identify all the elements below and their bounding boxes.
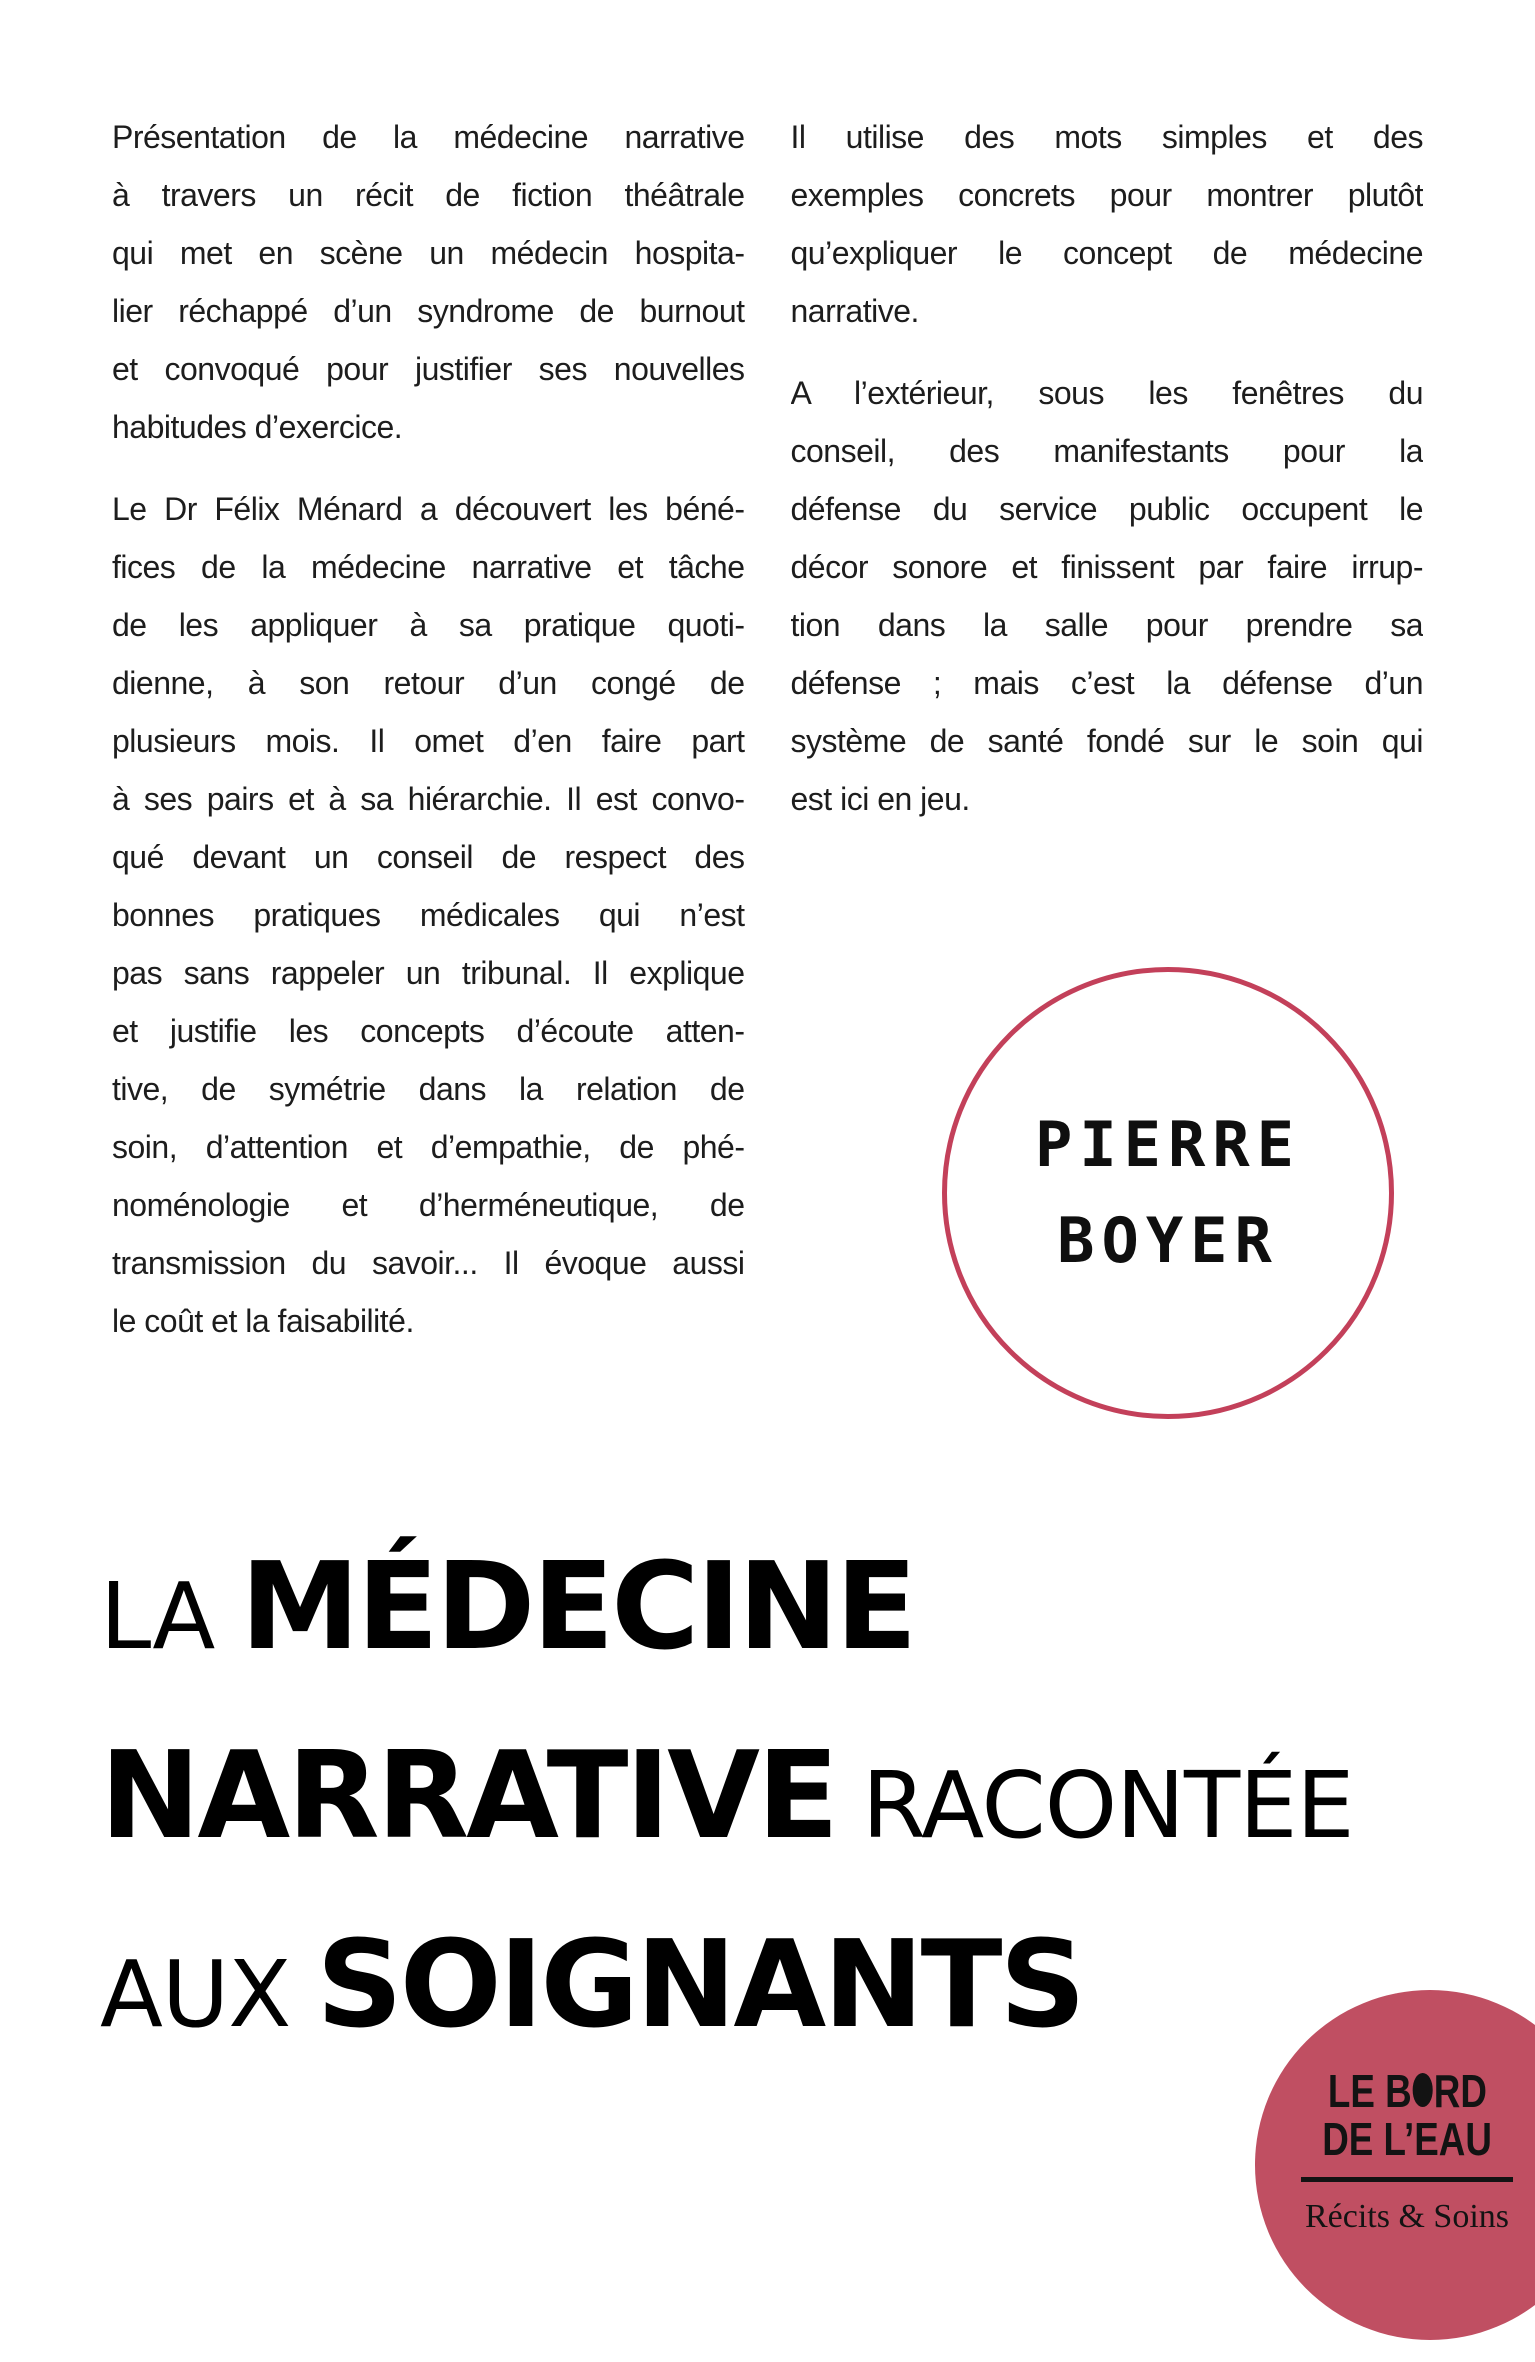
text-line: Présentation de la médecine narrative: [112, 119, 745, 155]
text-line: tion dans la salle pour prendre sa: [790, 607, 1423, 643]
text-line: qué devant un conseil de respect des: [112, 839, 745, 875]
title-word-la: LA: [100, 1563, 215, 1670]
title-line-3: [100, 1909, 1353, 2098]
text-line: plusieurs mois. Il omet d’en faire part: [112, 723, 745, 759]
text-line: le coût et la faisabilité.: [112, 1303, 414, 1339]
title-word-medecine: MÉDECINE: [240, 1538, 915, 1677]
text-line: exemples concrets pour montrer plutôt: [790, 177, 1423, 213]
synopsis-paragraph-4: [791, 364, 1424, 828]
text-line: soin, d’attention et d’empathie, de phé-: [112, 1129, 745, 1165]
author-last-name: BOYER: [1057, 1204, 1279, 1277]
text-line: et convoqué pour justifier ses nouvelles: [112, 351, 745, 387]
text-line: transmission du savoir... Il évoque aussi: [112, 1245, 745, 1281]
text-line: lier réchappé d’un syndrome de burnout: [112, 293, 745, 329]
text-line: pas sans rappeler un tribunal. Il explique: [112, 955, 745, 991]
text-line: conseil, des manifestants pour la: [790, 433, 1423, 469]
title-line-1: [100, 1531, 1353, 1720]
publisher-name-rd: RD: [1433, 2064, 1487, 2117]
text-line: Il utilise des mots simples et des: [790, 119, 1423, 155]
text-line: défense ; mais c’est la défense d’un: [790, 665, 1423, 701]
text-line: A l’extérieur, sous les fenêtres du: [790, 375, 1423, 411]
text-line: fices de la médecine narrative et tâche: [112, 549, 745, 585]
synopsis-paragraph-3: [791, 108, 1424, 340]
text-line: Le Dr Félix Ménard a découvert les béné-: [112, 491, 745, 527]
synopsis-paragraph-2: [112, 480, 745, 1350]
text-line: de les appliquer à sa pratique quoti-: [112, 607, 745, 643]
text-line: habitudes d’exercice.: [112, 409, 403, 445]
book-title: [100, 1531, 1353, 2098]
publisher-name-line-2: DE L’EAU: [1322, 2112, 1492, 2165]
text-line: défense du service public occupent le: [790, 491, 1423, 527]
text-line: narrative.: [790, 293, 919, 329]
text-line: système de santé fondé sur le soin qui: [790, 723, 1423, 759]
title-line-2: [100, 1720, 1353, 1909]
text-line: à travers un récit de fiction théâtrale: [112, 177, 745, 213]
text-line: noménologie et d’herméneutique, de: [112, 1187, 745, 1223]
text-line: tive, de symétrie dans la relation de: [112, 1071, 745, 1107]
text-line: décor sonore et finissent par faire irrup-: [790, 549, 1423, 585]
author-first-name: PIERRE: [1035, 1108, 1301, 1181]
text-line: et justifie les concepts d’écoute atten-: [112, 1013, 745, 1049]
author-badge: [942, 967, 1394, 1419]
text-line: à ses pairs et à sa hiérarchie. Il est convo-: [112, 781, 745, 817]
title-word-racontee: RACONTÉE: [862, 1752, 1354, 1859]
text-line: qu’expliquer le concept de médecine: [790, 235, 1423, 271]
text-line: qui met en scène un médecin hospita-: [112, 235, 745, 271]
synopsis-paragraph-1: [112, 108, 745, 456]
title-word-aux: AUX: [100, 1941, 291, 2048]
publisher-name-line-1: [1327, 2064, 1487, 2117]
text-line: bonnes pratiques médicales qui n’est: [112, 897, 745, 933]
collection-name: Récits & Soins: [1304, 2197, 1510, 2235]
synopsis-column-left: [112, 108, 745, 1374]
publisher-name-le-b: LE B: [1327, 2064, 1412, 2117]
filled-oval-o-icon: [1412, 2073, 1432, 2106]
divider-rule: [1301, 2177, 1513, 2182]
text-line: dienne, à son retour d’un congé de: [112, 665, 745, 701]
title-word-soignants: SOIGNANTS: [316, 1916, 1083, 2055]
text-line: est ici en jeu.: [790, 781, 970, 817]
title-word-narrative: NARRATIVE: [100, 1727, 837, 1866]
